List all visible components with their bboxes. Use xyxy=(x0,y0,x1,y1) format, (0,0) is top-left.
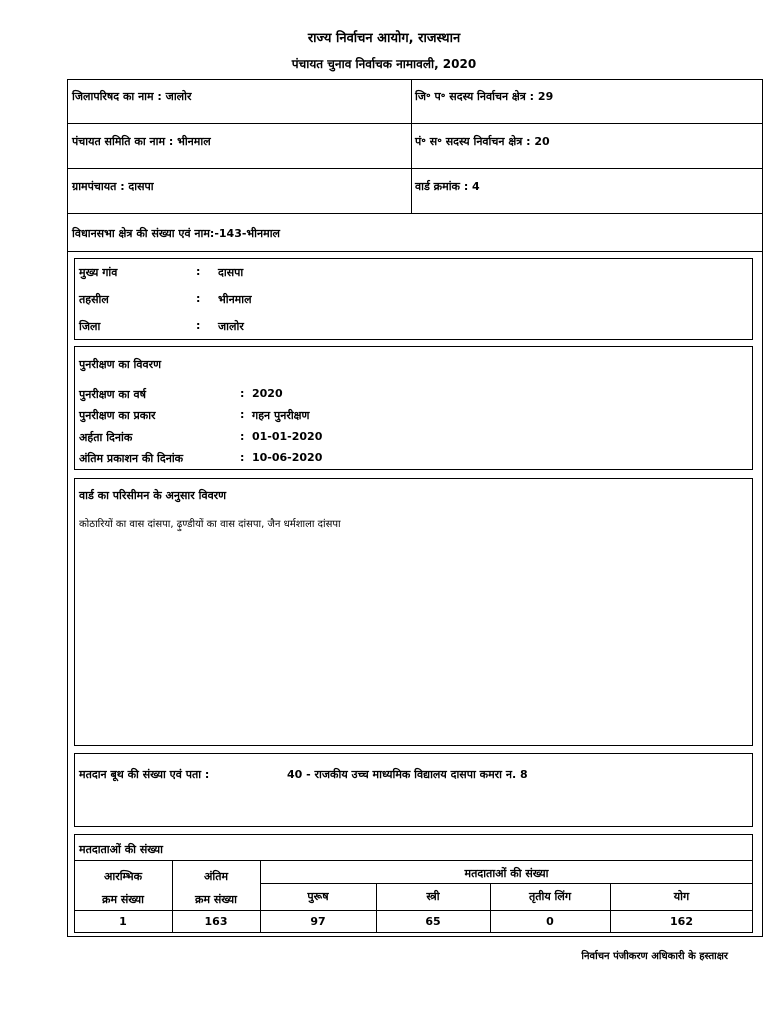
panchayat-samiti-ward: पं॰ स॰ सदस्य निर्वाचन क्षेत्र : 20 xyxy=(415,135,550,148)
qualifying-date-sep: : xyxy=(240,430,245,443)
revision-type-value: गहन पुनरीक्षण xyxy=(252,409,310,422)
tehsil-sep: : xyxy=(196,292,201,305)
page-subtitle: पंचायत चुनाव निर्वाचक नामावली, 2020 xyxy=(291,57,477,71)
value-start: 1 xyxy=(119,915,127,928)
revision-year-value: 2020 xyxy=(252,387,283,400)
assembly-constituency: विधानसभा क्षेत्र की संख्या एवं नाम:-143-भीनमाल xyxy=(72,227,280,240)
publication-date-label: अंतिम प्रकाशन की दिनांक xyxy=(79,452,184,465)
value-male: 97 xyxy=(310,915,326,928)
district-value: जालोर xyxy=(218,320,244,333)
divider xyxy=(74,860,753,861)
col-female: स्त्री xyxy=(426,890,440,903)
village-label: मुख्य गांव xyxy=(79,266,118,279)
tehsil-label: तहसील xyxy=(79,293,109,306)
col-third-gender: तृतीय लिंग xyxy=(528,890,572,903)
publication-date-sep: : xyxy=(240,451,245,464)
delimitation-text: कोठारियों का वास दांसपा, ढ़ुण्डीयों का वास दांसपा, जैन धर्मशाला दांसपा xyxy=(79,519,341,530)
divider xyxy=(67,123,763,124)
divider xyxy=(74,910,753,911)
booth-label: मतदान बूथ की संख्या एवं पता : xyxy=(79,768,210,781)
value-third-gender: 0 xyxy=(546,915,554,928)
ward-number: वार्ड क्रमांक : 4 xyxy=(415,180,480,193)
revision-year-label: पुनरीक्षण का वर्ष xyxy=(79,388,146,401)
divider xyxy=(67,251,763,252)
revision-heading: पुनरीक्षण का विवरण xyxy=(79,358,162,371)
col-end-line2: क्रम संख्या xyxy=(195,893,237,906)
district-sep: : xyxy=(196,319,201,332)
revision-year-sep: : xyxy=(240,387,245,400)
value-female: 65 xyxy=(425,915,441,928)
revision-type-sep: : xyxy=(240,408,245,421)
booth-box xyxy=(74,753,753,827)
voters-heading: मतदाताओं की संख्या xyxy=(79,843,163,856)
col-start-line2: क्रम संख्या xyxy=(102,893,144,906)
col-end-line1: अंतिम xyxy=(203,870,229,883)
village-box xyxy=(74,258,753,340)
village-sep: : xyxy=(196,265,201,278)
revision-type-label: पुनरीक्षण का प्रकार xyxy=(79,409,156,422)
signature-label: निर्वाचन पंजीकरण अधिकारी के हस्ताक्षर xyxy=(581,951,728,962)
col-total: योग xyxy=(673,890,690,903)
qualifying-date-value: 01-01-2020 xyxy=(252,430,323,443)
district-label: जिला xyxy=(79,320,101,333)
publication-date-value: 10-06-2020 xyxy=(252,451,323,464)
tehsil-value: भीनमाल xyxy=(218,293,252,306)
qualifying-date-label: अर्हता दिनांक xyxy=(79,431,133,444)
divider xyxy=(67,213,763,214)
value-total: 162 xyxy=(670,915,693,928)
col-start-line1: आरम्भिक xyxy=(103,870,143,883)
divider xyxy=(411,79,412,213)
gram-panchayat: ग्रामपंचायत : दासपा xyxy=(72,180,154,193)
delimitation-heading: वार्ड का परिसीमन के अनुसार विवरण xyxy=(79,489,227,502)
village-value: दासपा xyxy=(218,266,244,279)
divider xyxy=(67,168,763,169)
col-group-header: मतदाताओं की संख्या xyxy=(464,867,549,880)
zila-parishad-ward: जि॰ प॰ सदस्य निर्वाचन क्षेत्र : 29 xyxy=(415,90,554,103)
value-end: 163 xyxy=(204,915,228,928)
zila-parishad-name: जिलापरिषद का नाम : जालोर xyxy=(72,90,192,103)
col-male: पुरूष xyxy=(307,890,329,903)
panchayat-samiti-name: पंचायत समिति का नाम : भीनमाल xyxy=(72,135,211,148)
booth-address: 40 - राजकीय उच्च माध्यमिक विद्यालय दासपा कमरा न. 8 xyxy=(287,768,528,781)
divider xyxy=(260,883,753,884)
page-title: राज्य निर्वाचन आयोग, राजस्थान xyxy=(307,31,461,46)
